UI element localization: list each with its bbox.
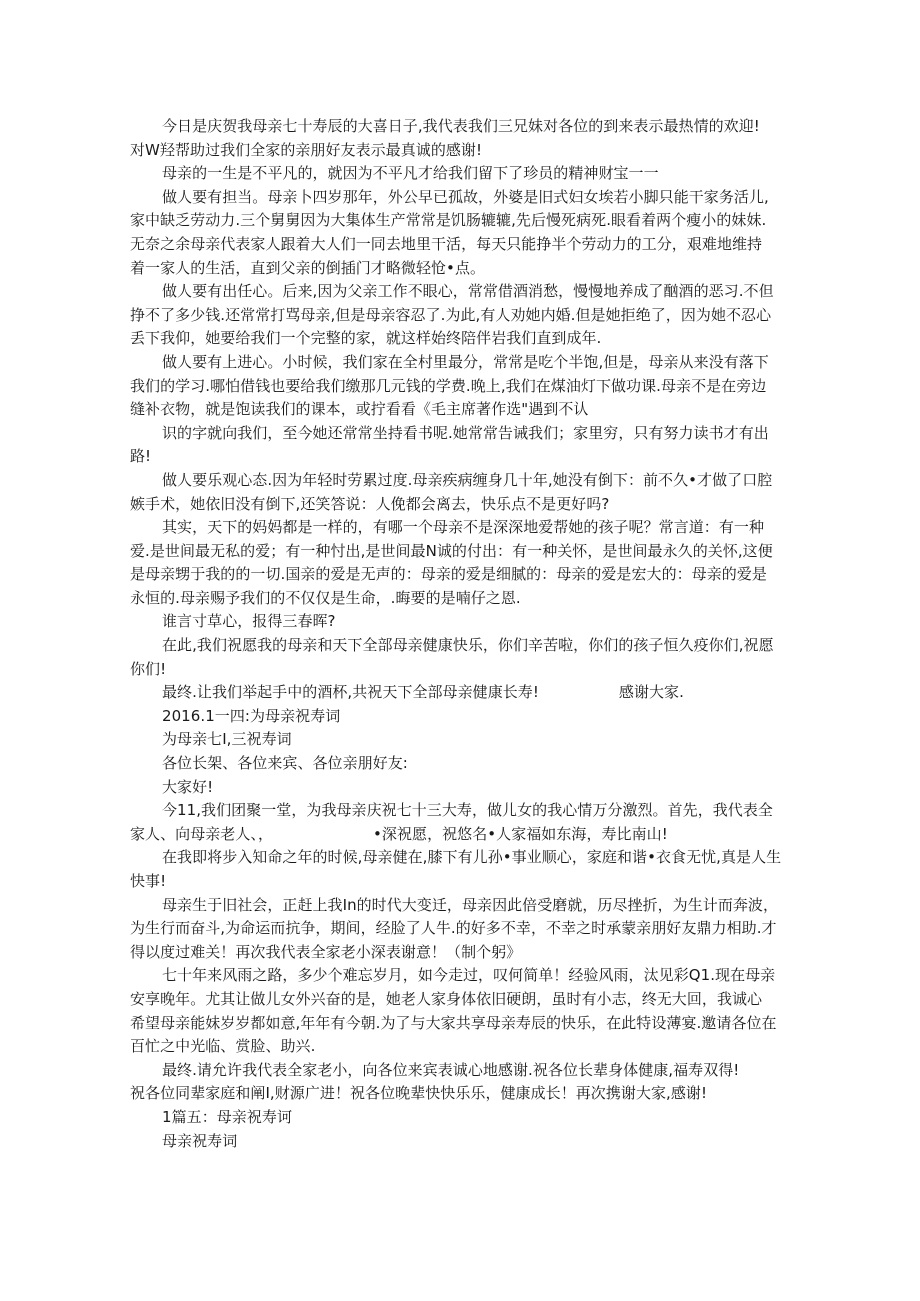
paragraph-19 xyxy=(130,964,790,1058)
paragraph-12 xyxy=(130,705,790,729)
text-line: 母亲的一生是不平凡的，就因为不平凡才给我们留下了珍员的精神财宝一一 xyxy=(162,164,659,183)
text-line: 谁言寸草心，报得三春晖? xyxy=(162,612,336,631)
text-segment: 最终.让我们举起手中的酒杯,共祝天下全部母亲健康长寿! xyxy=(162,683,539,702)
text-line: 今11,我们团聚一堂，为我母亲庆祝七十三大寿，做儿女的我心情万分激烈。首先，我代表全 xyxy=(162,801,773,820)
text-line: 缝补衣物，就是饱读我们的课本，或拧看看《毛主席著作选"遇到不认 xyxy=(130,400,589,419)
text-line: 丢下我仰，她要给我们一个完整的家，就这样始终陪伴岩我们直到成年. xyxy=(130,329,602,348)
text-line: 今日是庆贺我母亲七十寿辰的大喜日子,我代表我们三兄妹对各位的到来表示最热情的欢迎! xyxy=(162,117,760,135)
text-line xyxy=(130,681,790,705)
paragraph-18 xyxy=(130,894,790,965)
text-line: 在我即将步入知命之年的时候,母亲健在,膝下有儿孙•事业顺心，家庭和谐•衣食无忧,真是人生 xyxy=(162,848,782,867)
paragraph-6 xyxy=(130,422,790,469)
text-line: 是母亲甥于我的的一切.国亲的爱是无声的：母亲的爱是细腻的：母亲的爱是宏大的：母亲的爱是 xyxy=(130,565,767,584)
text-line: 为生行而奋斗,为命运而抗争，期间，经脸了人牛.的好多不幸，不幸之时承蒙亲朋好友鼎力相助.才 xyxy=(130,919,777,938)
text-line: 大家好! xyxy=(162,777,214,796)
paragraph-16 xyxy=(130,799,790,846)
paragraph-8 xyxy=(130,516,790,610)
paragraph-20 xyxy=(130,1059,790,1106)
text-line: 做人要乐观心态.因为年轻时劳累过度.母亲疾病缠身几十年,她没有倒下：前不久•才做了口腔 xyxy=(162,470,773,489)
paragraph-14 xyxy=(130,752,790,776)
paragraph-22 xyxy=(130,1130,790,1154)
paragraph-1 xyxy=(130,115,790,162)
text-line: 百忙之中光临、赏脸、助兴. xyxy=(130,1037,316,1056)
text-line: 路! xyxy=(130,447,152,466)
text-line: 最终.请允许我代表全家老小，向各位来宾表诚心地感谢.祝各位长辈身体健康,福寿双得! xyxy=(162,1060,740,1079)
paragraph-3 xyxy=(130,186,790,280)
paragraph-2 xyxy=(130,162,790,186)
text-line: 为母亲七I,三祝寿词 xyxy=(162,730,292,749)
text-line: 家中缺乏劳动力.三个舅舅因为大集体生产常常是饥肠辘辘,先后慢死病死.眼看着两个瘦小的妹妹. xyxy=(130,211,767,230)
text-line: 母亲生于旧社会，正赶上我In的时代大变迁，母亲因此倍受磨就，历尽挫折，为生计而奔波， xyxy=(162,895,779,914)
paragraph-11 xyxy=(130,681,790,705)
text-line: 快事! xyxy=(130,872,167,890)
text-line: 1篇五：母亲祝寿诃 xyxy=(162,1107,292,1126)
text-line: 母亲祝寿词 xyxy=(162,1131,238,1150)
document-page xyxy=(130,115,790,1153)
text-line: 其实，天下的妈妈都是一样的，有哪一个母亲不是深深地爱帮她的孩子呢？常言道：有一种 xyxy=(162,518,765,537)
text-line: 七十年来风雨之路，多少个难忘岁月，如今走过，叹何简单！经验风雨，汰见彩Q1.现在母亲 xyxy=(162,966,776,985)
text-line: 安享晚年。尤其让做儿女外兴奋的是，她老人家身体依旧硬朗，虽时有小志，终无大回，我诚心 xyxy=(130,989,763,1008)
text-line: 希望母亲能妹岁岁都如意,年年有今朝.为了与大家共享母亲寿辰的快乐，在此特设薄宴.邀请各位在 xyxy=(130,1013,777,1032)
paragraph-7 xyxy=(130,469,790,516)
text-line: 做人要有担当。母亲卜四岁那年，外公早已孤故，外婆是旧式妇女埃若小脚只能干家务活儿, xyxy=(162,187,769,206)
text-line: 爱.是世间最无私的爱；有一种忖出,是世间最N诚的付出：有一种关怀，是世间最永久的关怀,这便 xyxy=(130,541,773,560)
text-line: 各位长架、各位来宾、各位亲朋好友: xyxy=(162,754,408,773)
text-line: 挣不了多少钱.还常常打骂母亲,但是母亲容忍了.为此,有人劝她内婚.但是她拒绝了，因为她不忍心 xyxy=(130,305,772,324)
text-line: 做人要有出任心。后来,因为父亲工作不眼心，常常借酒消愁，慢慢地养成了酗酒的恶习.不但 xyxy=(162,282,774,301)
paragraph-10 xyxy=(130,634,790,681)
paragraph-13 xyxy=(130,728,790,752)
paragraph-21 xyxy=(130,1106,790,1130)
text-line: 祝各位同辈家庭和阐I,财源广进！祝各位晚辈快快乐乐，健康成长！再次携谢大家,感谢! xyxy=(130,1084,708,1103)
text-line: 对W羟帮助过我们全家的亲朋好友表示最真诚的感谢! xyxy=(130,140,483,159)
text-line: 得以度过难关！再次我代表全家老小深表谢意！（制个躬》 xyxy=(130,942,522,961)
text-line: 嫉手术，她依旧没有倒下,还笑答说：人俛都会离去，快乐点不是更好吗? xyxy=(130,494,610,513)
text-line: 无奈之余母亲代表家人跟着大人们一同去地里干活，每天只能挣半个劳动力的工分，艰难地维持 xyxy=(130,234,763,253)
paragraph-9 xyxy=(130,610,790,634)
text-line: 识的字就向我们，至今她还常常坐持看书呢.她常常告诫我们；家里穷，只有努力读书才有出 xyxy=(162,423,769,442)
paragraph-4 xyxy=(130,280,790,351)
text-line: 着一家人的生活，直到父亲的倒插门才略微轻怆•点。 xyxy=(130,258,486,277)
text-line: 做人要有上进心。小时候，我们家在全村里最分，常常是吃个半饱,但是，母亲从来没有落下 xyxy=(162,352,769,371)
text-line: 在此,我们祝愿我的母亲和天下全部母亲健康快乐，你们辛苦啦，你们的孩子恒久疫你们,祝愿 xyxy=(162,636,774,655)
text-line: 你们! xyxy=(130,659,167,678)
text-segment: •深祝愿，祝悠名•人家福如东海，寿比南山! xyxy=(373,824,668,843)
paragraph-5 xyxy=(130,351,790,422)
text-segment: 感谢大家. xyxy=(618,683,684,702)
text-line: 我们的学习.哪怕借钱也要给我们缴那几元钱的学费.晚上,我们在煤油灯下做功课.母亲不是在旁边 xyxy=(130,376,767,395)
text-segment: 家人、向母亲老人、， xyxy=(130,824,274,843)
text-line xyxy=(98,823,790,847)
text-line: 2016.1一四:为母亲祝寿词 xyxy=(162,706,341,725)
paragraph-17 xyxy=(130,846,790,893)
paragraph-15 xyxy=(130,776,790,800)
text-line: 永恒的.母亲赐予我们的不仅仅是生命，.晦要的是喃仔之恩. xyxy=(130,588,521,607)
